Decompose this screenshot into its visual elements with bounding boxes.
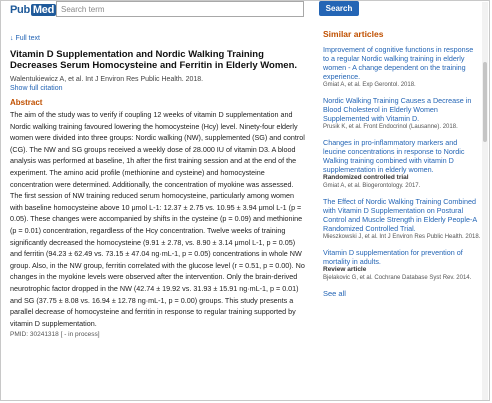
abstract-text: The aim of the study was to verify if coupling 12 weeks of vitamin D supplementation and Nordic walking training favoured lowering the homocysteine (Hcy) level. Ninety-four elderly women were divided into three groups: Nordic walking (NW), supplemented (SG) and control (CG). The NW and SG groups received a weekly dose of 28.000 IU of vitamin D3. A blood analysis was performed at baseline, 1h after the first training session and at the end of the experiment. The amino acid profile (methionine and cysteine) and homocysteine concentration were determined. Additionally, the concentration of myokine was assessed. The first session of NW training reduced serum homocysteine, particularly among women with baseline homocysteine above 10 μmol L-1: 12.37 ± 2.75 vs. 10.95 ± 3.94 μmol L-1 (p = 0.05). These changes were accompanied by shifts in the cysteine (p = 0.09) and methionine (p = 0.01) concentration, regardless of the Hcy concentration. Twelve weeks of training significantly decreased the homocysteine (9.91 ± 2.78, vs. 8.90 ± 3.14 μmol L-1, p = 0.05) and ferritin (94.23 ± 62.49 vs. 73.15 ± 47.04 ng·mL-1, p = 0.05) concentrations in whole NW group. Also, in the NW group, ferritin correlated with the glucose level (r = 0.51, p = 0.00). No changes in the myokine levels were observed after the intervention. Only the brain-derived neurotrophic factor dropped in the NW (42.74 ± 19.92 vs. 31.93 ± 15.91 ng·mL-1, p = 0.01) and SG (37.75 ± 8.08 vs. 16.94 ± 12.78 ng·mL-1, p = 0.00) groups. This study presents a parallel decrease of homocysteine and ferritin in response to regular training supported by vitamin D supplementation. bbox=[10, 110, 305, 328]
article-title: Vitamin D Supplementation and Nordic Walking Training Decreases Serum Homocysteine and Ferritin in Elderly Women. bbox=[10, 49, 298, 71]
pubmed-logo[interactable] bbox=[10, 4, 56, 16]
article-type-label: Review article bbox=[323, 266, 367, 273]
search-button[interactable]: Search bbox=[319, 1, 359, 16]
similar-article-meta: Prusik K, et al. Front Endocrinol (Lausanne). 2018. bbox=[323, 124, 458, 130]
similar-article-link[interactable]: Changes in pro-inflammatory markers and leucine concentrations in response to Nordic Walking training combined with vitamin D supplementation in elderly women. bbox=[323, 138, 465, 174]
article-type-label: Randomized controlled trial bbox=[323, 174, 409, 181]
similar-article-meta: Gmiat A, et al. Exp Gerontol. 2018. bbox=[323, 82, 416, 88]
similar-article-item bbox=[323, 138, 481, 190]
show-full-citation-link[interactable]: Show full citation bbox=[10, 85, 63, 92]
journal: Int J Environ Res Public Health. 2018. bbox=[85, 76, 204, 83]
authors: Walentukiewicz A, et al. bbox=[10, 76, 84, 83]
similar-article-item bbox=[323, 248, 481, 282]
similar-article-item bbox=[323, 45, 481, 89]
pmid: PMID: 30241318 [ - in process] bbox=[10, 331, 100, 339]
similar-article-link[interactable]: Improvement of cognitive functions in response to a regular Nordic walking training in elderly women - A change dependent on the training experience. bbox=[323, 45, 474, 81]
similar-articles-heading: Similar articles bbox=[323, 29, 384, 39]
similar-article-link[interactable]: The Effect of Nordic Walking Training Combined with Vitamin D Supplementation on Postural Control and Muscle Strength in Elderly People-A Randomized Controlled Trial. bbox=[323, 197, 477, 233]
similar-article-item bbox=[323, 96, 481, 131]
logo-pub-text: Pub bbox=[10, 4, 30, 16]
full-text-link[interactable]: ↓ Full text bbox=[10, 35, 40, 42]
similar-article-link[interactable]: Nordic Walking Training Causes a Decrease in Blood Cholesterol in Elderly Women Supplemented with Vitamin D. bbox=[323, 96, 472, 123]
scrollbar-thumb[interactable] bbox=[483, 62, 487, 142]
similar-article-meta: Mieszkowski J, et al. Int J Environ Res Public Health. 2018. bbox=[323, 234, 481, 240]
search-input[interactable] bbox=[56, 1, 304, 17]
similar-articles-sidebar bbox=[323, 29, 481, 298]
see-all-link[interactable]: See all bbox=[323, 289, 346, 298]
similar-article-meta: Bjelakovic G, et al. Cochrane Database Syst Rev. 2014. bbox=[323, 275, 472, 281]
citation-line bbox=[10, 75, 305, 84]
similar-article-link[interactable]: Vitamin D supplementation for prevention of mortality in adults. bbox=[323, 248, 463, 266]
abstract-heading: Abstract bbox=[10, 98, 43, 107]
similar-article-meta: Gmiat A, et al. Biogerontology. 2017. bbox=[323, 183, 421, 189]
logo-med-text: Med bbox=[32, 4, 54, 16]
scrollbar[interactable] bbox=[482, 2, 488, 401]
article-main bbox=[10, 35, 305, 338]
similar-article-item bbox=[323, 197, 481, 241]
